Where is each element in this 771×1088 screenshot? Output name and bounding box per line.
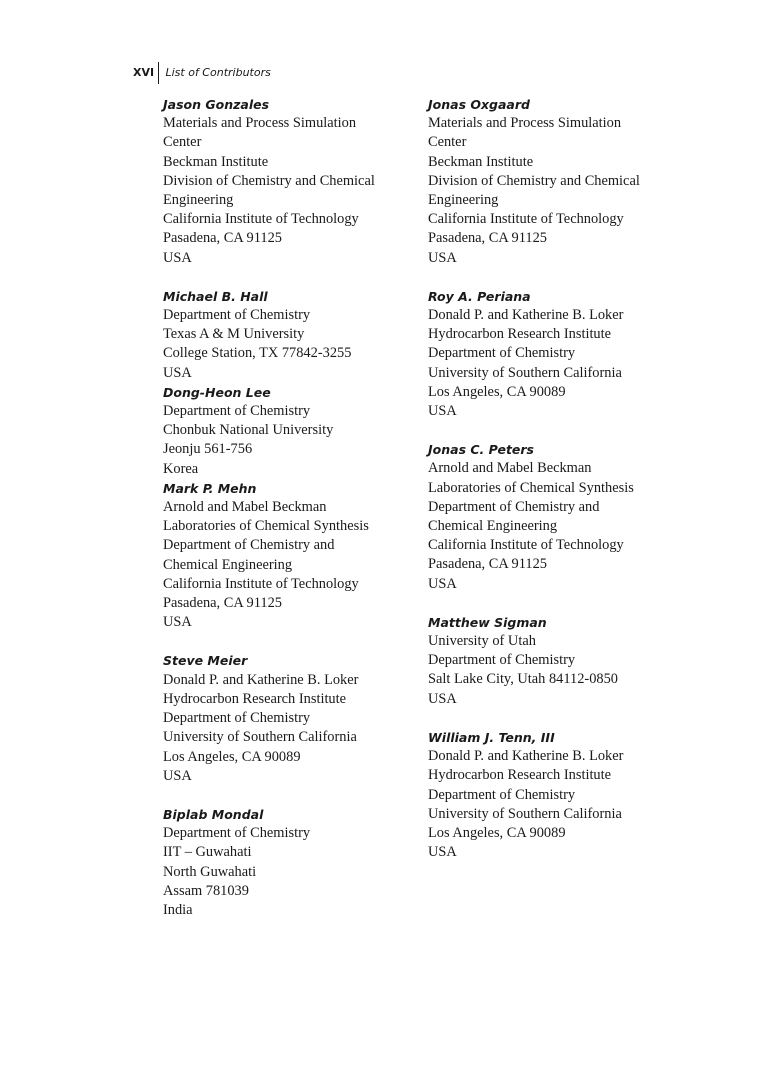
address-line: India: [163, 901, 193, 918]
contributor-entry: [428, 728, 688, 862]
contributor-name: Matthew Sigman: [428, 614, 547, 630]
address-line: IIT – Guwahati: [163, 844, 252, 861]
contributor-entry: [163, 383, 423, 479]
address-line: Department of Chemistry: [163, 710, 311, 727]
contributor-name: Roy A. Periana: [428, 288, 531, 304]
address-line: USA: [163, 364, 192, 381]
address-line: Department of Chemistry: [428, 786, 576, 803]
address-line: Laboratories of Chemical Synthesis: [163, 518, 369, 535]
address-line: Los Angeles, CA 90089: [428, 383, 566, 400]
contributor-name: Michael B. Hall: [163, 288, 268, 304]
address-line: Division of Chemistry and Chemical: [428, 172, 640, 189]
address-line: Arnold and Mabel Beckman: [428, 460, 592, 477]
address-line: Laboratories of Chemical Synthesis: [428, 479, 634, 496]
address-line: Donald P. and Katherine B. Loker: [428, 307, 624, 324]
address-line: Department of Chemistry and: [428, 498, 600, 515]
address-line: California Institute of Technology: [428, 537, 624, 554]
contributor-name: Jason Gonzales: [163, 97, 270, 112]
contributor-entry: [428, 287, 688, 421]
address-line: Division of Chemistry and Chemical: [163, 172, 375, 189]
address-line: Engineering: [428, 192, 499, 209]
contributor-entry: [163, 651, 423, 785]
address-line: University of Southern California: [428, 805, 622, 822]
contributor-entry: [428, 95, 688, 268]
address-line: Hydrocarbon Research Institute: [163, 690, 347, 707]
address-line: North Guwahati: [163, 863, 257, 880]
address-line: Donald P. and Katherine B. Loker: [428, 748, 624, 765]
address-line: California Institute of Technology: [163, 575, 359, 592]
address-line: University of Utah: [428, 633, 536, 650]
address-line: Arnold and Mabel Beckman: [163, 499, 327, 516]
contributor-entry: [428, 440, 688, 594]
address-line: Chemical Engineering: [163, 556, 293, 573]
address-line: Department of Chemistry: [428, 345, 576, 362]
address-line: Center: [428, 134, 467, 151]
address-line: Hydrocarbon Research Institute: [428, 326, 612, 343]
address-line: USA: [163, 767, 192, 784]
contributor-entry: [163, 479, 423, 633]
address-line: USA: [163, 614, 192, 631]
contributor-entry: [163, 805, 423, 920]
contributor-entry: [428, 613, 688, 709]
address-line: Jeonju 561-756: [163, 441, 253, 458]
address-line: College Station, TX 77842-3255: [163, 345, 352, 362]
contributor-entry: [163, 95, 423, 268]
address-line: Beckman Institute: [163, 153, 269, 170]
address-line: Department of Chemistry: [163, 825, 311, 842]
address-line: USA: [428, 575, 457, 592]
address-line: Beckman Institute: [428, 153, 534, 170]
address-line: Assam 781039: [163, 882, 249, 899]
address-line: Salt Lake City, Utah 84112-0850: [428, 671, 618, 688]
address-line: Center: [163, 134, 202, 151]
address-line: Texas A & M University: [163, 326, 305, 343]
address-line: Pasadena, CA 91125: [428, 230, 547, 247]
contributor-name: Mark P. Mehn: [163, 480, 257, 496]
address-line: Department of Chemistry: [163, 307, 311, 324]
address-line: Pasadena, CA 91125: [428, 556, 547, 573]
address-line: Donald P. and Katherine B. Loker: [163, 671, 359, 688]
running-title: List of Contributors: [165, 66, 271, 79]
address-line: USA: [428, 844, 457, 861]
address-line: University of Southern California: [163, 729, 357, 746]
address-line: Chemical Engineering: [428, 518, 558, 535]
address-line: Los Angeles, CA 90089: [163, 748, 301, 765]
address-line: Materials and Process Simulation: [163, 115, 357, 132]
address-line: Korea: [163, 460, 199, 477]
address-line: Department of Chemistry: [428, 652, 576, 669]
contributors-column-right: [428, 95, 688, 862]
contributor-name: William J. Tenn, III: [428, 729, 555, 745]
contributors-column-left: [163, 95, 423, 920]
address-line: Pasadena, CA 91125: [163, 230, 282, 247]
address-line: Materials and Process Simulation: [428, 115, 622, 132]
contributor-name: Dong-Heon Lee: [163, 384, 271, 400]
address-line: USA: [428, 249, 457, 266]
address-line: USA: [428, 403, 457, 420]
address-line: Los Angeles, CA 90089: [428, 824, 566, 841]
address-line: University of Southern California: [428, 364, 622, 381]
address-line: Engineering: [163, 192, 234, 209]
contributor-entry: [163, 287, 423, 383]
address-line: Pasadena, CA 91125: [163, 595, 282, 612]
running-header: [133, 62, 271, 84]
contributor-name: Biplab Mondal: [163, 806, 264, 822]
contributor-name: Steve Meier: [163, 653, 248, 669]
address-line: Department of Chemistry and: [163, 537, 335, 554]
contributor-name: Jonas Oxgaard: [428, 97, 530, 112]
address-line: California Institute of Technology: [163, 211, 359, 228]
address-line: Department of Chemistry: [163, 403, 311, 420]
address-line: USA: [163, 249, 192, 266]
address-line: California Institute of Technology: [428, 211, 624, 228]
page-number: XVI: [133, 66, 155, 79]
address-line: Hydrocarbon Research Institute: [428, 767, 612, 784]
contributor-name: Jonas C. Peters: [428, 442, 534, 458]
address-line: USA: [428, 690, 457, 707]
address-line: Chonbuk National University: [163, 422, 334, 439]
